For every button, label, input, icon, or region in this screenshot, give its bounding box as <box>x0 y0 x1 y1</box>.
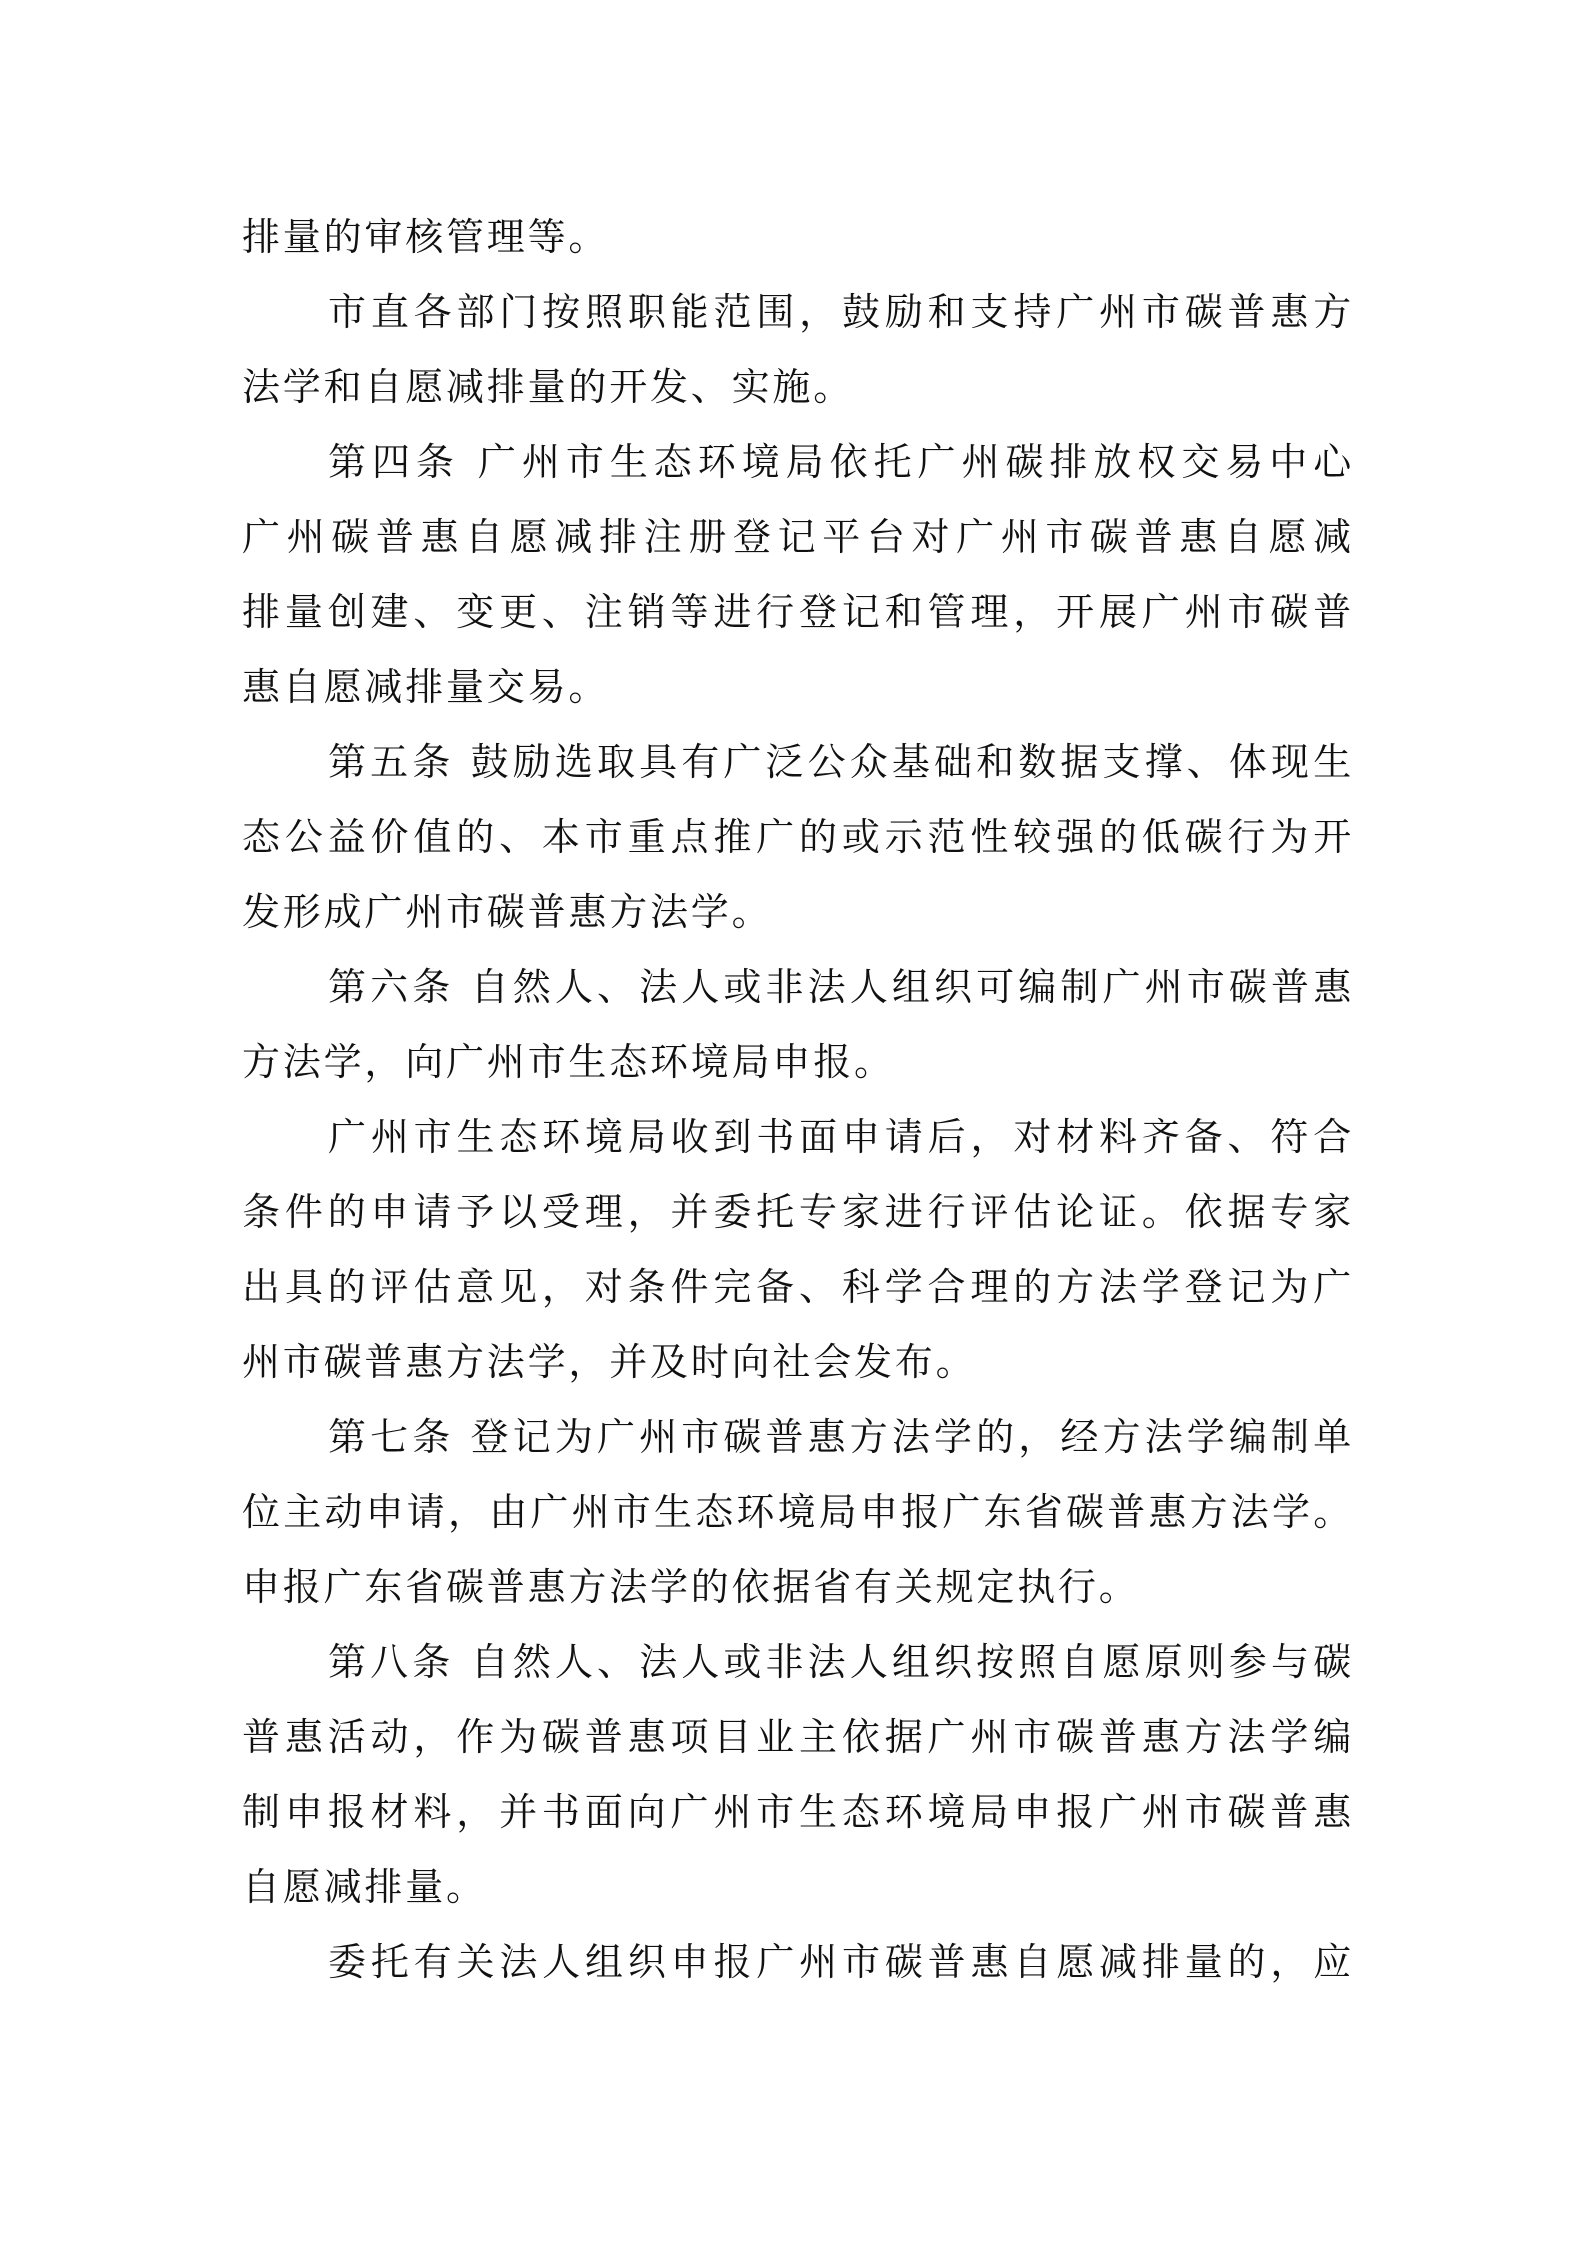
text-line: 排量创建、变更、注销等进行登记和管理，开展广州市碳普 <box>242 590 1354 634</box>
text-line: 市直各部门按照职能范围，鼓励和支持广州市碳普惠方 <box>328 290 1354 334</box>
text-line: 广州市生态环境局收到书面申请后，对材料齐备、符合 <box>328 1115 1354 1159</box>
paragraph-article-8 <box>242 1625 1354 1925</box>
text-line: 第四条 广州市生态环境局依托广州碳排放权交易中心 <box>328 440 1354 484</box>
document-body <box>242 200 1354 2000</box>
text-line: 发形成广州市碳普惠方法学。 <box>242 890 773 934</box>
text-line: 法学和自愿减排量的开发、实施。 <box>242 365 855 409</box>
paragraph-article-6 <box>242 950 1354 1100</box>
text-line: 委托有关法人组织申报广州市碳普惠自愿减排量的，应 <box>328 1940 1354 1984</box>
text-line: 州市碳普惠方法学，并及时向社会发布。 <box>242 1340 977 1384</box>
text-line: 惠自愿减排量交易。 <box>242 665 610 709</box>
text-line: 普惠活动，作为碳普惠项目业主依据广州市碳普惠方法学编 <box>242 1715 1354 1759</box>
text-line: 广州碳普惠自愿减排注册登记平台对广州市碳普惠自愿减 <box>242 515 1354 559</box>
text-line: 排量的审核管理等。 <box>242 215 610 259</box>
text-line: 第六条 自然人、法人或非法人组织可编制广州市碳普惠 <box>328 965 1354 1009</box>
text-line: 制申报材料，并书面向广州市生态环境局申报广州市碳普惠 <box>242 1790 1354 1834</box>
text-line: 态公益价值的、本市重点推广的或示范性较强的低碳行为开 <box>242 815 1354 859</box>
text-line: 条件的申请予以受理，并委托专家进行评估论证。依据专家 <box>242 1190 1354 1234</box>
text-line: 方法学，向广州市生态环境局申报。 <box>242 1040 895 1084</box>
text-line: 申报广东省碳普惠方法学的依据省有关规定执行。 <box>242 1565 1140 1609</box>
text-line: 自愿减排量。 <box>242 1865 487 1909</box>
text-line: 第五条 鼓励选取具有广泛公众基础和数据支撑、体现生 <box>328 740 1354 784</box>
paragraph-article-7 <box>242 1400 1354 1625</box>
paragraph-article-4 <box>242 425 1354 725</box>
paragraph-continuation <box>242 200 1354 275</box>
paragraph-departments <box>242 275 1354 425</box>
paragraph-entrusted-application <box>242 1925 1354 2000</box>
text-line: 第八条 自然人、法人或非法人组织按照自愿原则参与碳 <box>328 1640 1354 1684</box>
text-line: 出具的评估意见，对条件完备、科学合理的方法学登记为广 <box>242 1265 1354 1309</box>
paragraph-application-review <box>242 1100 1354 1400</box>
text-line: 第七条 登记为广州市碳普惠方法学的，经方法学编制单 <box>328 1415 1354 1459</box>
paragraph-article-5 <box>242 725 1354 950</box>
text-line: 位主动申请，由广州市生态环境局申报广东省碳普惠方法学。 <box>242 1490 1354 1534</box>
